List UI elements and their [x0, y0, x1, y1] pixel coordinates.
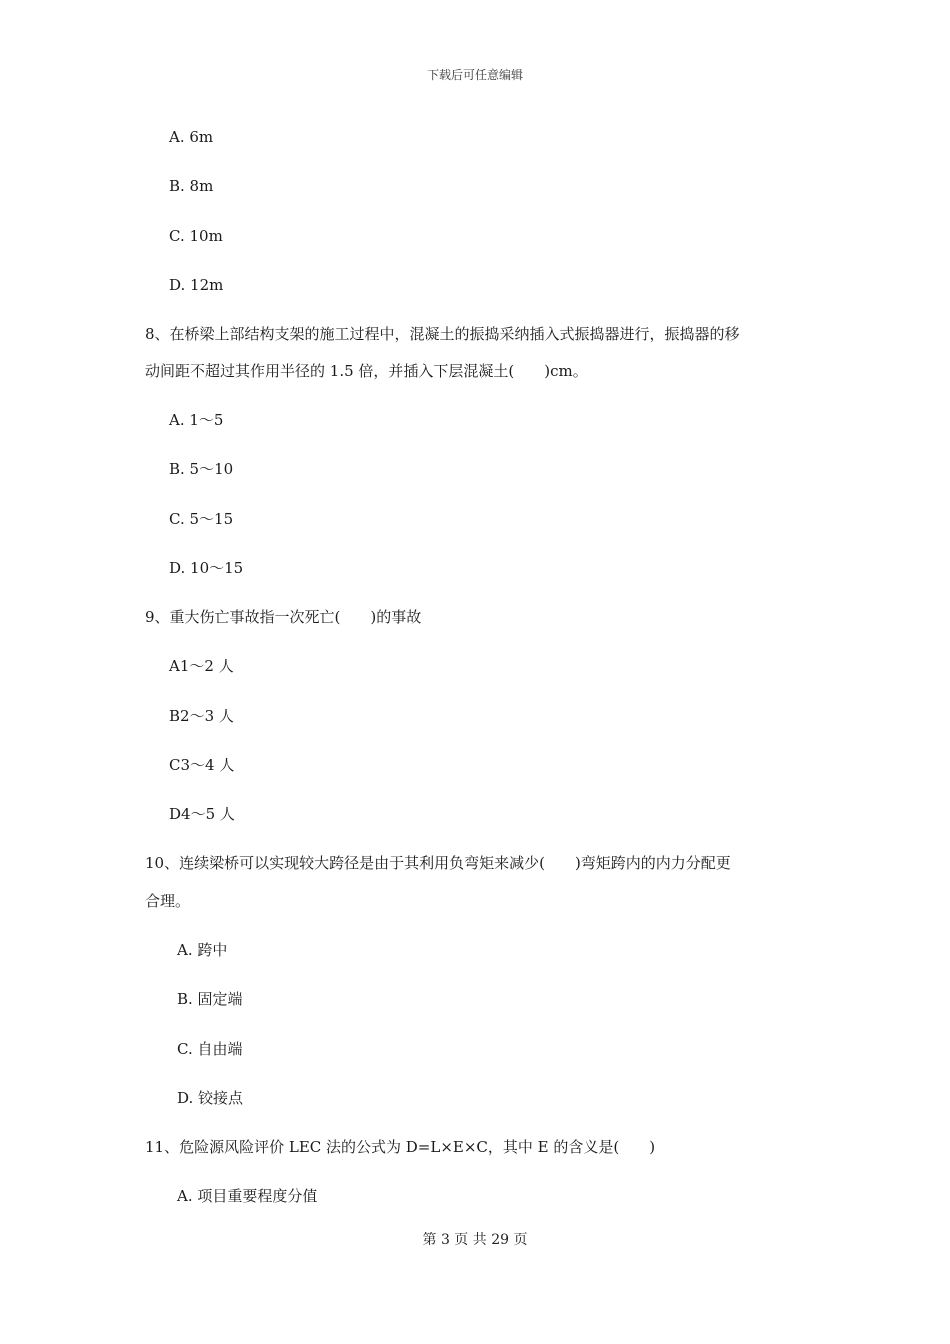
q11-text: 11、危险源风险评价 LEC 法的公式为 D=L×E×C，其中 E 的含义是( )	[145, 1138, 656, 1156]
q9-option-b: B2～3 人	[169, 707, 234, 725]
q8-option-b: B. 5～10	[169, 460, 234, 478]
q7-option-b: B. 8m	[169, 177, 214, 195]
q8-option-c: C. 5～15	[169, 510, 234, 528]
q8-text-line2: 动间距不超过其作用半径的 1.5 倍，并插入下层混凝土( )cm。	[145, 362, 588, 380]
q10-text-line1: 10、连续梁桥可以实现较大跨径是由于其利用负弯矩来减少( )弯矩跨内的内力分配更	[145, 854, 731, 872]
q9-option-c: C3～4 人	[169, 756, 235, 774]
q11-option-a: A. 项目重要程度分值	[177, 1187, 318, 1205]
q10-option-a: A. 跨中	[177, 941, 228, 959]
q7-option-d: D. 12m	[169, 276, 224, 294]
page-header: 下载后可任意编辑	[426, 68, 523, 82]
q7-option-a: A. 6m	[169, 128, 214, 146]
q8-option-d: D. 10～15	[169, 559, 244, 577]
q9-option-d: D4～5 人	[169, 805, 235, 823]
page-footer: 第 3 页 共 29 页	[422, 1232, 528, 1248]
q10-option-c: C. 自由端	[177, 1040, 243, 1058]
q10-option-b: B. 固定端	[177, 990, 243, 1008]
q7-option-c: C. 10m	[169, 227, 223, 245]
q10-option-d: D. 铰接点	[177, 1089, 244, 1107]
q10-text-line2: 合理。	[145, 892, 191, 910]
q9-option-a: A1～2 人	[169, 657, 234, 675]
q8-option-a: A. 1～5	[169, 411, 224, 429]
q9-text: 9、重大伤亡事故指一次死亡( )的事故	[145, 608, 422, 626]
q8-text-line1: 8、在桥梁上部结构支架的施工过程中，混凝土的振捣采纳插入式振捣器进行，振捣器的移	[145, 325, 740, 343]
